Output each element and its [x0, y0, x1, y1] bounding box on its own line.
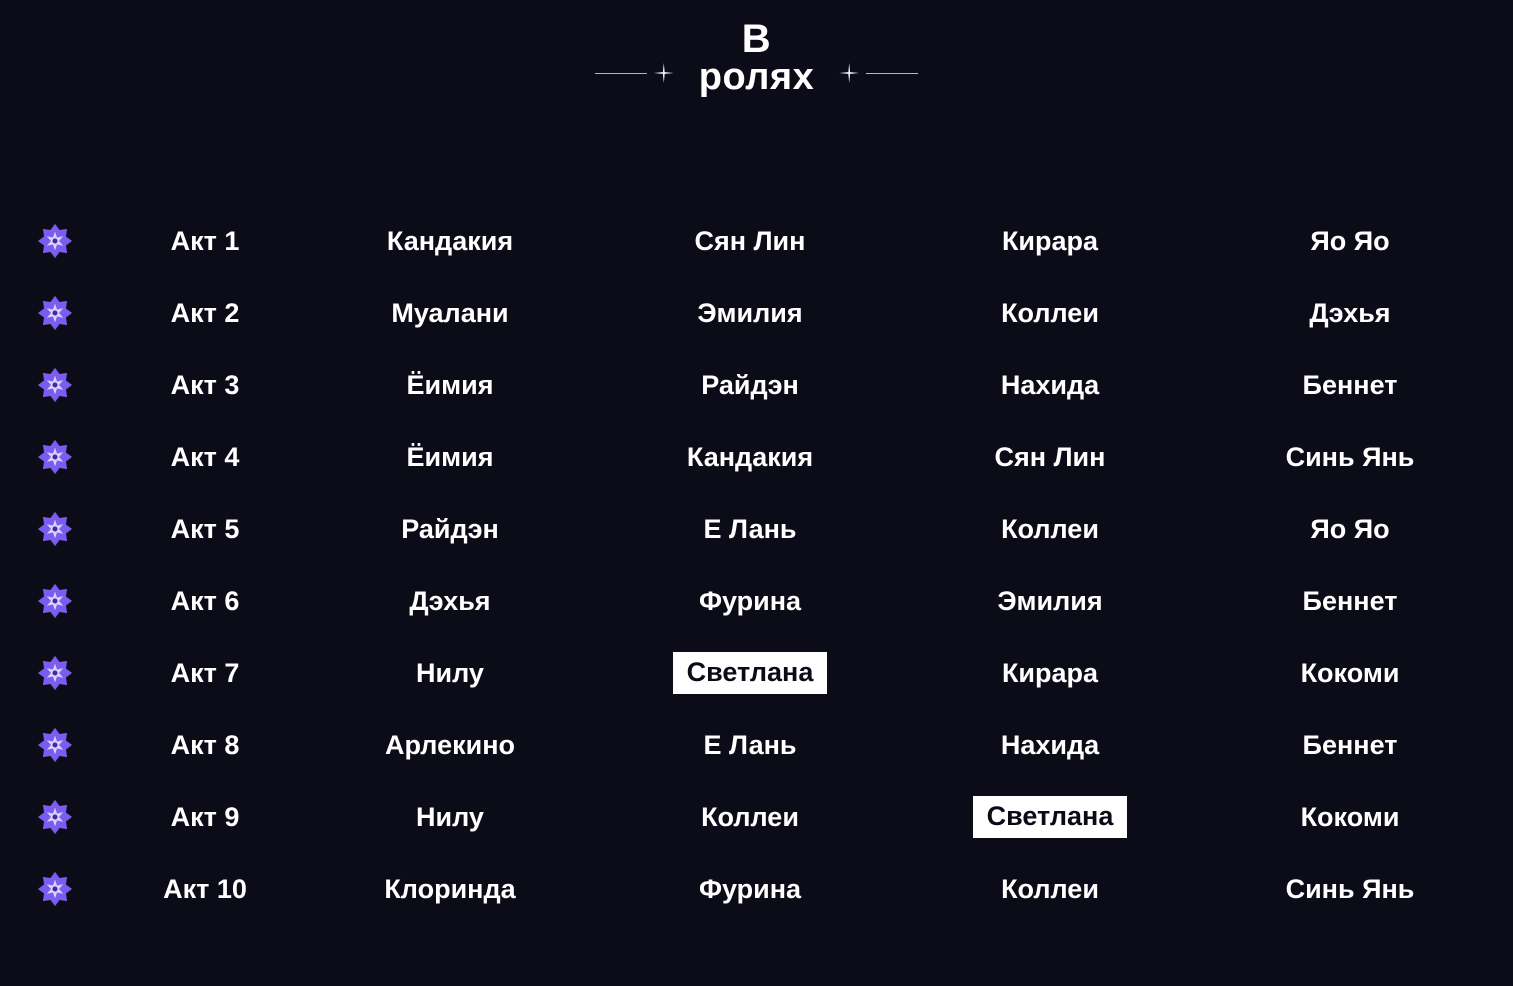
character-cell	[900, 656, 1200, 691]
character-name: Райдэн	[401, 513, 499, 544]
table-row	[0, 421, 1513, 493]
character-name: Яо Яо	[1310, 225, 1390, 256]
character-name: Кокоми	[1300, 801, 1400, 832]
star-badge-icon	[36, 438, 74, 476]
character-cell	[900, 440, 1200, 475]
character-name: Сян Лин	[694, 225, 806, 256]
character-cell	[300, 368, 600, 403]
character-name: Арлекино	[384, 729, 516, 760]
character-name: Дэхья	[409, 585, 491, 616]
character-cell	[1200, 656, 1500, 691]
star-badge-icon	[36, 582, 74, 620]
character-name: Нилу	[416, 801, 484, 832]
character-name: Кандакия	[686, 441, 814, 472]
page-title	[699, 18, 814, 98]
row-icon-cell	[0, 726, 110, 764]
character-cell	[600, 296, 900, 331]
character-cell	[1200, 368, 1500, 403]
table-row	[0, 493, 1513, 565]
star-badge-icon	[36, 654, 74, 692]
act-label: Акт 4	[170, 441, 240, 472]
star-badge-icon	[36, 222, 74, 260]
table-row	[0, 853, 1513, 925]
character-cell	[300, 296, 600, 331]
character-name: Сян Лин	[994, 441, 1106, 472]
sparkle-ornament-right-icon	[832, 62, 918, 84]
character-cell	[900, 584, 1200, 619]
star-badge-icon	[36, 294, 74, 332]
character-cell	[1200, 584, 1500, 619]
row-icon-cell	[0, 294, 110, 332]
character-cell	[300, 872, 600, 907]
character-name: Дэхья	[1309, 297, 1391, 328]
character-name: Эмилия	[697, 297, 803, 328]
character-name: Нилу	[416, 657, 484, 688]
character-name: Кирара	[1001, 225, 1099, 256]
character-name: Кандакия	[386, 225, 514, 256]
character-cell	[900, 872, 1200, 907]
character-cell	[600, 224, 900, 259]
character-name: Кирара	[1001, 657, 1099, 688]
table-row	[0, 709, 1513, 781]
character-cell	[1200, 800, 1500, 835]
character-name: Фурина	[698, 873, 802, 904]
character-name: Райдэн	[701, 369, 799, 400]
row-icon-cell	[0, 510, 110, 548]
character-name: Коллеи	[1001, 297, 1099, 328]
character-name: Ёимия	[406, 369, 494, 400]
row-icon-cell	[0, 654, 110, 692]
character-name: Эмилия	[997, 585, 1103, 616]
row-icon-cell	[0, 438, 110, 476]
character-cell	[300, 512, 600, 547]
act-label: Акт 3	[170, 369, 240, 400]
character-name: Коллеи	[1001, 513, 1099, 544]
character-name: Коллеи	[1001, 873, 1099, 904]
act-label: Акт 9	[170, 801, 240, 832]
character-name-highlighted: Светлана	[673, 652, 828, 694]
act-label: Акт 2	[170, 297, 240, 328]
table-row	[0, 637, 1513, 709]
character-cell	[600, 512, 900, 547]
character-name: Беннет	[1302, 369, 1398, 400]
character-cell	[600, 652, 900, 694]
character-cell	[300, 584, 600, 619]
row-icon-cell	[0, 366, 110, 404]
character-cell	[300, 440, 600, 475]
character-cell	[600, 872, 900, 907]
character-cell	[600, 800, 900, 835]
character-name: Нахида	[1000, 369, 1100, 400]
character-cell	[1200, 512, 1500, 547]
character-name-highlighted: Светлана	[973, 796, 1128, 838]
star-badge-icon	[36, 870, 74, 908]
sparkle-ornament-left-icon	[595, 62, 681, 84]
character-name: Е Лань	[703, 513, 797, 544]
row-icon-cell	[0, 222, 110, 260]
character-cell	[300, 656, 600, 691]
character-cell	[900, 728, 1200, 763]
character-cell	[900, 224, 1200, 259]
character-cell	[1200, 224, 1500, 259]
star-badge-icon	[36, 510, 74, 548]
star-badge-icon	[36, 366, 74, 404]
character-name: Синь Янь	[1285, 441, 1415, 472]
character-cell	[300, 728, 600, 763]
act-label: Акт 1	[170, 225, 240, 256]
character-name: Беннет	[1302, 585, 1398, 616]
page-title-line2: ролях	[698, 56, 815, 98]
act-label: Акт 7	[170, 657, 240, 688]
cast-table	[0, 205, 1513, 925]
row-icon-cell	[0, 582, 110, 620]
table-row	[0, 349, 1513, 421]
table-row	[0, 205, 1513, 277]
character-cell	[900, 796, 1200, 838]
character-name: Нахида	[1000, 729, 1100, 760]
character-name: Беннет	[1302, 729, 1398, 760]
act-label: Акт 10	[163, 873, 247, 904]
character-cell	[600, 728, 900, 763]
act-label: Акт 8	[170, 729, 240, 760]
character-cell	[300, 800, 600, 835]
star-badge-icon	[36, 726, 74, 764]
character-name: Фурина	[698, 585, 802, 616]
table-row	[0, 277, 1513, 349]
row-icon-cell	[0, 870, 110, 908]
star-badge-icon	[36, 798, 74, 836]
character-cell	[900, 512, 1200, 547]
act-label: Акт 6	[170, 585, 240, 616]
page-header	[0, 18, 1513, 128]
character-name: Муалани	[391, 297, 509, 328]
character-cell	[600, 584, 900, 619]
character-cell	[1200, 872, 1500, 907]
character-name: Коллеи	[701, 801, 799, 832]
character-name: Ёимия	[406, 441, 494, 472]
character-cell	[900, 296, 1200, 331]
character-cell	[600, 440, 900, 475]
act-label: Акт 5	[170, 513, 240, 544]
header-inner	[595, 18, 918, 98]
page-title-line1: В	[741, 17, 772, 61]
character-name: Яо Яо	[1310, 513, 1390, 544]
character-cell	[900, 368, 1200, 403]
character-cell	[1200, 296, 1500, 331]
character-cell	[600, 368, 900, 403]
character-cell	[1200, 440, 1500, 475]
row-icon-cell	[0, 798, 110, 836]
character-name: Е Лань	[703, 729, 797, 760]
table-row	[0, 565, 1513, 637]
character-cell	[300, 224, 600, 259]
character-name: Кокоми	[1300, 657, 1400, 688]
character-name: Клоринда	[384, 873, 516, 904]
table-row	[0, 781, 1513, 853]
character-name: Синь Янь	[1285, 873, 1415, 904]
character-cell	[1200, 728, 1500, 763]
